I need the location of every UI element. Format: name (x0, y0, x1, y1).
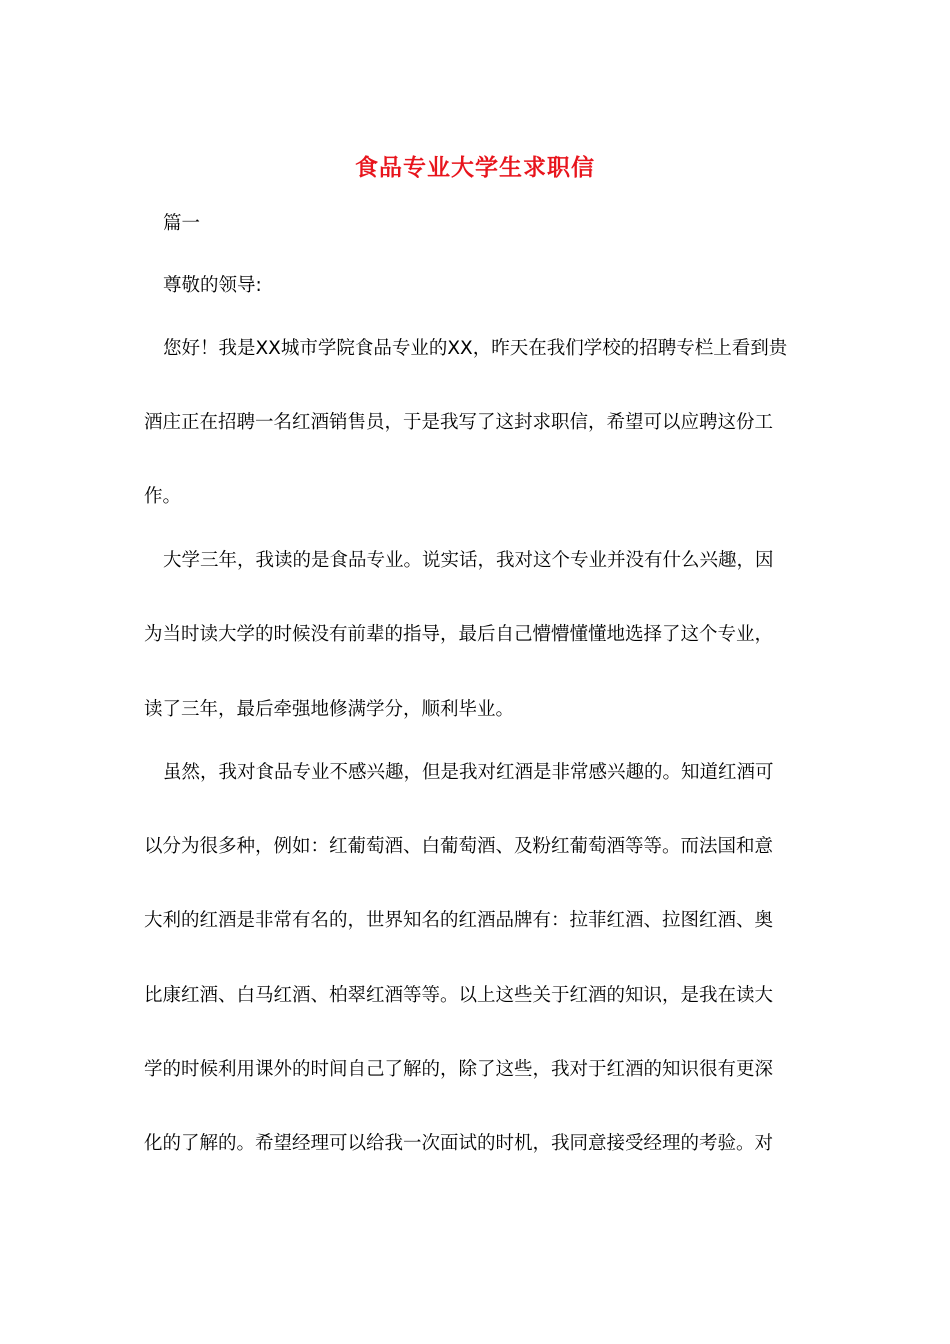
paragraph-line: 您好！我是XX城市学院食品专业的XX，昨天在我们学校的招聘专栏上看到贵 (163, 338, 788, 359)
paragraph-line: 学的时候利用课外的时间自己了解的，除了这些，我对于红酒的知识很有更深 (144, 1059, 774, 1080)
paragraph-line: 以分为很多种，例如：红葡萄酒、白葡萄酒、及粉红葡萄酒等等。而法国和意 (144, 836, 774, 857)
section-label: 篇一 (163, 213, 201, 234)
paragraph-line: 比康红酒、白马红酒、柏翠红酒等等。以上这些关于红酒的知识，是我在读大 (144, 985, 774, 1006)
paragraph-line: 大学三年，我读的是食品专业。说实话，我对这个专业并没有什么兴趣，因 (163, 550, 774, 571)
paragraph-line: 虽然，我对食品专业不感兴趣，但是我对红酒是非常感兴趣的。知道红酒可 (163, 762, 774, 783)
paragraph-line: 读了三年，最后牵强地修满学分，顺利毕业。 (144, 699, 515, 720)
paragraph-line: 大利的红酒是非常有名的，世界知名的红酒品牌有：拉菲红酒、拉图红酒、奥 (144, 910, 774, 931)
salutation: 尊敬的领导: (163, 275, 262, 296)
paragraph-line: 酒庄正在招聘一名红酒销售员，于是我写了这封求职信，希望可以应聘这份工 (144, 412, 774, 433)
paragraph-line: 为当时读大学的时候没有前辈的指导，最后自己懵懵懂懂地选择了这个专业， (144, 624, 774, 645)
paragraph-line: 作。 (144, 486, 182, 507)
document-title: 食品专业大学生求职信 (355, 154, 595, 181)
paragraph-line: 化的了解的。希望经理可以给我一次面试的时机，我同意接受经理的考验。对 (144, 1133, 774, 1154)
